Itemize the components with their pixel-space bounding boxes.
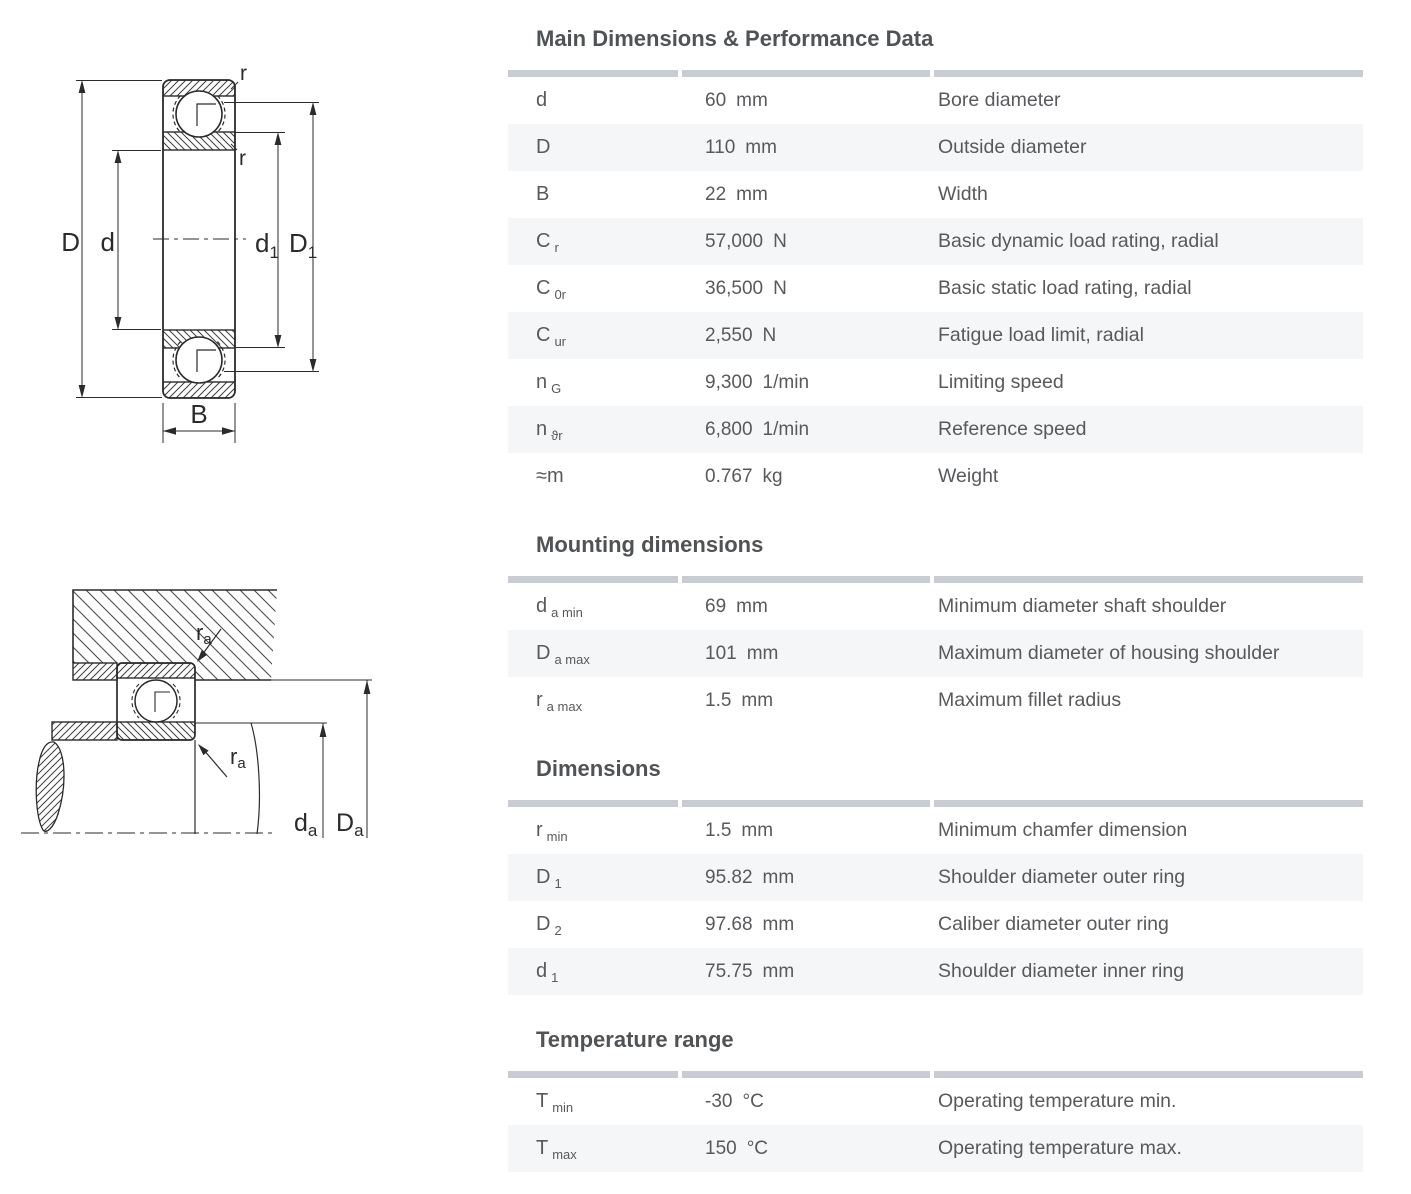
shaft-shoulder-section [52,722,117,740]
label-outer-shoulder: $D_1$ [289,228,318,262]
description-cell: Width [938,183,988,205]
section-title: Main Dimensions & Performance Data [536,26,934,51]
table-header-bar [508,576,1363,583]
header-bar-segment [508,800,678,807]
symbol-cell: C $_{ur}$ [536,324,567,349]
table-row [508,1078,1363,1125]
header-bar-segment [682,576,930,583]
label-chamfer-r-top: r [240,62,247,85]
section-title: Mounting dimensions [536,532,764,557]
symbol-cell: ≈m [536,465,564,487]
inner-ring-section [117,722,195,740]
header-bar-segment [934,70,1363,77]
symbol-cell: D [536,136,551,158]
label-outer-diameter: D [61,227,80,257]
table-rows [508,1078,1363,1172]
table-row [508,948,1363,995]
description-cell: Minimum diameter shaft shoulder [938,595,1227,617]
value-cell: 110 mm [705,136,777,158]
value-cell: 1.5 mm [705,689,774,711]
description-cell: Shoulder diameter inner ring [938,960,1185,982]
label-chamfer-r-inner: r [239,147,246,170]
spec-tables [508,26,1363,1172]
description-cell: Operating temperature max. [938,1137,1182,1159]
description-cell: Minimum chamfer dimension [938,819,1188,841]
table-rows [508,77,1363,500]
section-title: Dimensions [536,756,661,781]
description-cell: Caliber diameter outer ring [938,913,1169,935]
table-row [508,406,1363,453]
label-fillet-ra-bottom: ra [230,744,246,772]
symbol-cell: C $_r$ [536,230,559,255]
value-cell: 22 mm [705,183,768,205]
symbol-cell: d $_1$ [536,960,559,985]
outer-ring-bottom-section [163,382,235,398]
value-cell: 2,550 N [705,324,777,346]
ball-bottom [176,337,222,383]
shaft-fillet-section [36,742,64,831]
value-cell: 97.68 mm [705,913,795,935]
symbol-cell: T $_{min}$ [536,1090,574,1115]
table-header-bar [508,800,1363,807]
value-cell: 9,300 1/min [705,371,810,393]
description-cell: Fatigue load limit, radial [938,324,1144,346]
bearing-drawings-svg [0,0,500,900]
header-bar-segment [508,1071,678,1078]
table-row [508,807,1363,854]
value-cell: 1.5 mm [705,819,774,841]
description-cell: Outside diameter [938,136,1087,158]
value-cell: 95.82 mm [705,866,795,888]
table-row [508,359,1363,406]
label-inner-shoulder: $d_1$ [255,228,279,262]
symbol-cell: r $_{a max}$ [536,689,583,714]
symbol-cell: d $_{a min}$ [536,595,583,620]
table-row [508,583,1363,630]
value-cell: 150 °C [705,1137,769,1159]
table-row [508,312,1363,359]
section-title: Temperature range [536,1027,734,1052]
symbol-cell: D $_{a max}$ [536,642,590,667]
symbol-cell: C $_{0r}$ [536,277,567,302]
value-cell: 75.75 mm [705,960,795,982]
symbol-cell: d [536,89,548,111]
label-width-B: B [190,399,208,429]
symbol-cell: B [536,183,550,205]
table-row [508,677,1363,724]
ball-top [176,91,222,137]
header-bar-segment [508,70,678,77]
symbol-cell: D $_2$ [536,913,562,938]
description-cell: Basic dynamic load rating, radial [938,230,1219,252]
symbol-cell: r $_{min}$ [536,819,568,844]
table-header-bar [508,70,1363,77]
header-bar-segment [934,800,1363,807]
description-cell: Basic static load rating, radial [938,277,1192,299]
table-row [508,265,1363,312]
shaft-outline [251,723,259,834]
table-row [508,1125,1363,1172]
label-bore: d [100,227,115,257]
ball [135,680,177,722]
outer-ring-section [117,663,195,678]
table-rows [508,807,1363,995]
housing-land-section [73,663,117,680]
spec-section [508,1027,1363,1172]
value-cell: 36,500 N [705,277,787,299]
symbol-cell: n $_G$ [536,371,562,396]
description-cell: Bore diameter [938,89,1061,111]
header-bar-segment [682,1071,930,1078]
value-cell: 101 mm [705,642,779,664]
spec-section [508,756,1363,995]
header-bar-segment [934,1071,1363,1078]
value-cell: -30 °C [705,1090,764,1112]
header-bar-segment [934,576,1363,583]
table-header-bar [508,1071,1363,1078]
value-cell: 69 mm [705,595,768,617]
description-cell: Operating temperature min. [938,1090,1177,1112]
value-cell: 60 mm [705,89,768,111]
table-row [508,124,1363,171]
description-cell: Weight [938,465,999,487]
table-row [508,171,1363,218]
header-bar-segment [682,70,930,77]
description-cell: Maximum diameter of housing shoulder [938,642,1280,664]
header-bar-segment [508,576,678,583]
label-shaft-shoulder-da: $d_a$ [294,809,318,840]
symbol-cell: T $_{max}$ [536,1137,577,1162]
table-rows [508,583,1363,724]
bearing-cross-section-drawing [61,62,319,443]
description-cell: Shoulder diameter outer ring [938,866,1186,888]
table-row [508,630,1363,677]
header-bar-segment [682,800,930,807]
symbol-cell: n $_{ϑr}$ [536,418,563,443]
label-housing-shoulder-Da: $D_a$ [336,809,364,840]
bearing-mounting-drawing [21,590,372,840]
table-row [508,854,1363,901]
value-cell: 57,000 N [705,230,787,252]
label-fillet-ra-top: ra [196,620,212,648]
value-cell: 0.767 kg [705,465,783,487]
spec-section [508,26,1363,500]
technical-drawings [0,0,500,1194]
description-cell: Limiting speed [938,371,1064,393]
value-cell: 6,800 1/min [705,418,810,440]
table-row [508,77,1363,124]
spec-section [508,532,1363,724]
description-cell: Reference speed [938,418,1087,440]
table-row [508,901,1363,948]
table-row [508,218,1363,265]
description-cell: Maximum fillet radius [938,689,1122,711]
table-row [508,453,1363,500]
symbol-cell: D $_1$ [536,866,562,891]
